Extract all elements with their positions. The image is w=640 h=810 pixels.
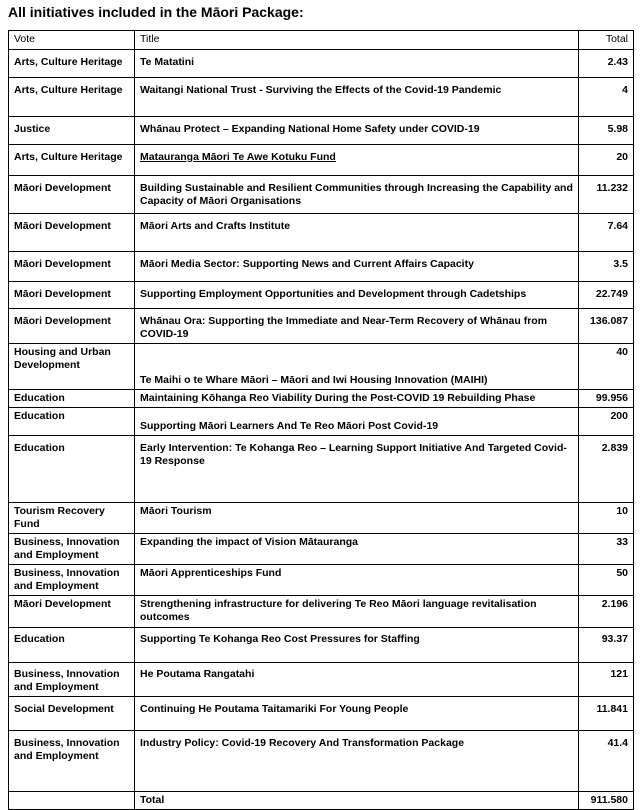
- title-cell: Expanding the impact of Vision Mātauranga: [135, 534, 579, 565]
- total-cell: 20: [579, 145, 634, 176]
- total-cell: 4: [579, 78, 634, 117]
- table-row: [9, 282, 634, 309]
- total-cell: 50: [579, 565, 634, 596]
- vote-cell: Business, Innovation and Employment: [9, 565, 135, 596]
- initiatives-table: [8, 30, 634, 810]
- vote-cell: Education: [9, 628, 135, 663]
- title-cell: Te Maihi o te Whare Māori – Māori and Iwi Housing Innovation (MAIHI): [135, 344, 579, 390]
- title-cell: Building Sustainable and Resilient Communities through Increasing the Capability and Capacity of Māori Organisations: [135, 176, 579, 214]
- table-row: [9, 697, 634, 731]
- table-row: [9, 565, 634, 596]
- title-cell: Supporting Employment Opportunities and Development through Cadetships: [135, 282, 579, 309]
- title-cell: Early Intervention: Te Kohanga Reo – Learning Support Initiative And Targeted Covid-19 Response: [135, 436, 579, 503]
- table-row: [9, 436, 634, 503]
- vote-cell: Arts, Culture Heritage: [9, 78, 135, 117]
- total-cell: 41.4: [579, 731, 634, 792]
- total-cell: 10: [579, 503, 634, 534]
- table-row: [9, 214, 634, 252]
- table-row: [9, 344, 634, 390]
- vote-cell: Justice: [9, 117, 135, 145]
- total-cell: 11.841: [579, 697, 634, 731]
- table-row: [9, 663, 634, 697]
- title-cell: Industry Policy: Covid-19 Recovery And Transformation Package: [135, 731, 579, 792]
- title-cell: Supporting Te Kohanga Reo Cost Pressures for Staffing: [135, 628, 579, 663]
- vote-cell: Education: [9, 436, 135, 503]
- title-cell: Waitangi National Trust - Surviving the Effects of the Covid-19 Pandemic: [135, 78, 579, 117]
- table-row: [9, 408, 634, 436]
- title-cell: Te Matatini: [135, 50, 579, 78]
- total-cell: 93.37: [579, 628, 634, 663]
- title-cell: Whānau Ora: Supporting the Immediate and Near-Term Recovery of Whānau from COVID-19: [135, 309, 579, 344]
- vote-cell: Māori Development: [9, 176, 135, 214]
- page-heading: All initiatives included in the Māori Package:: [8, 4, 304, 20]
- total-cell: 22.749: [579, 282, 634, 309]
- table-row: [9, 78, 634, 117]
- total-label: Total: [135, 792, 579, 810]
- title-cell: Supporting Māori Learners And Te Reo Māori Post Covid-19: [135, 408, 579, 436]
- column-header-title: Title: [135, 31, 579, 50]
- total-cell: 5.98: [579, 117, 634, 145]
- total-cell: 121: [579, 663, 634, 697]
- table-row: [9, 503, 634, 534]
- total-cell: 40: [579, 344, 634, 390]
- grand-total: 911.580: [579, 792, 634, 810]
- vote-cell: Māori Development: [9, 282, 135, 309]
- title-cell: Māori Apprenticeships Fund: [135, 565, 579, 596]
- total-cell: 200: [579, 408, 634, 436]
- table-row: [9, 628, 634, 663]
- vote-cell: Business, Innovation and Employment: [9, 534, 135, 565]
- vote-cell: Arts, Culture Heritage: [9, 145, 135, 176]
- table-row: [9, 252, 634, 282]
- vote-cell: Māori Development: [9, 214, 135, 252]
- title-cell: Maintaining Kōhanga Reo Viability During the Post-COVID 19 Rebuilding Phase: [135, 390, 579, 408]
- total-cell: 7.64: [579, 214, 634, 252]
- table-row: [9, 117, 634, 145]
- title-cell: Matauranga Māori Te Awe Kotuku Fund: [135, 145, 579, 176]
- table-row: [9, 145, 634, 176]
- vote-cell: Education: [9, 408, 135, 436]
- vote-cell: Māori Development: [9, 252, 135, 282]
- vote-cell: Education: [9, 390, 135, 408]
- vote-cell: Māori Development: [9, 596, 135, 628]
- total-cell: 11.232: [579, 176, 634, 214]
- title-cell: He Poutama Rangatahi: [135, 663, 579, 697]
- column-header-total: Total: [579, 31, 634, 50]
- table-header-row: [9, 31, 634, 50]
- vote-cell: Business, Innovation and Employment: [9, 663, 135, 697]
- total-cell: 2.196: [579, 596, 634, 628]
- table-row: [9, 534, 634, 565]
- vote-cell: Social Development: [9, 697, 135, 731]
- table-row: [9, 596, 634, 628]
- vote-cell: Housing and Urban Development: [9, 344, 135, 390]
- vote-cell: Business, Innovation and Employment: [9, 731, 135, 792]
- total-row: [9, 792, 634, 810]
- vote-cell: Māori Development: [9, 309, 135, 344]
- table-row: [9, 50, 634, 78]
- title-cell: Māori Tourism: [135, 503, 579, 534]
- vote-cell: Arts, Culture Heritage: [9, 50, 135, 78]
- title-cell: Strengthening infrastructure for delivering Te Reo Māori language revitalisation outcomes: [135, 596, 579, 628]
- total-cell: 136.087: [579, 309, 634, 344]
- title-cell: Māori Arts and Crafts Institute: [135, 214, 579, 252]
- column-header-vote: Vote: [9, 31, 135, 50]
- total-cell: 99.956: [579, 390, 634, 408]
- total-cell: 3.5: [579, 252, 634, 282]
- total-cell: 33: [579, 534, 634, 565]
- total-cell: 2.839: [579, 436, 634, 503]
- table-row: [9, 390, 634, 408]
- table-row: [9, 309, 634, 344]
- title-cell: Māori Media Sector: Supporting News and Current Affairs Capacity: [135, 252, 579, 282]
- vote-cell: Tourism Recovery Fund: [9, 503, 135, 534]
- total-cell: 2.43: [579, 50, 634, 78]
- table-row: [9, 176, 634, 214]
- vote-cell: [9, 792, 135, 810]
- table-row: [9, 731, 634, 792]
- title-cell: Continuing He Poutama Taitamariki For Young People: [135, 697, 579, 731]
- title-cell: Whānau Protect – Expanding National Home Safety under COVID-19: [135, 117, 579, 145]
